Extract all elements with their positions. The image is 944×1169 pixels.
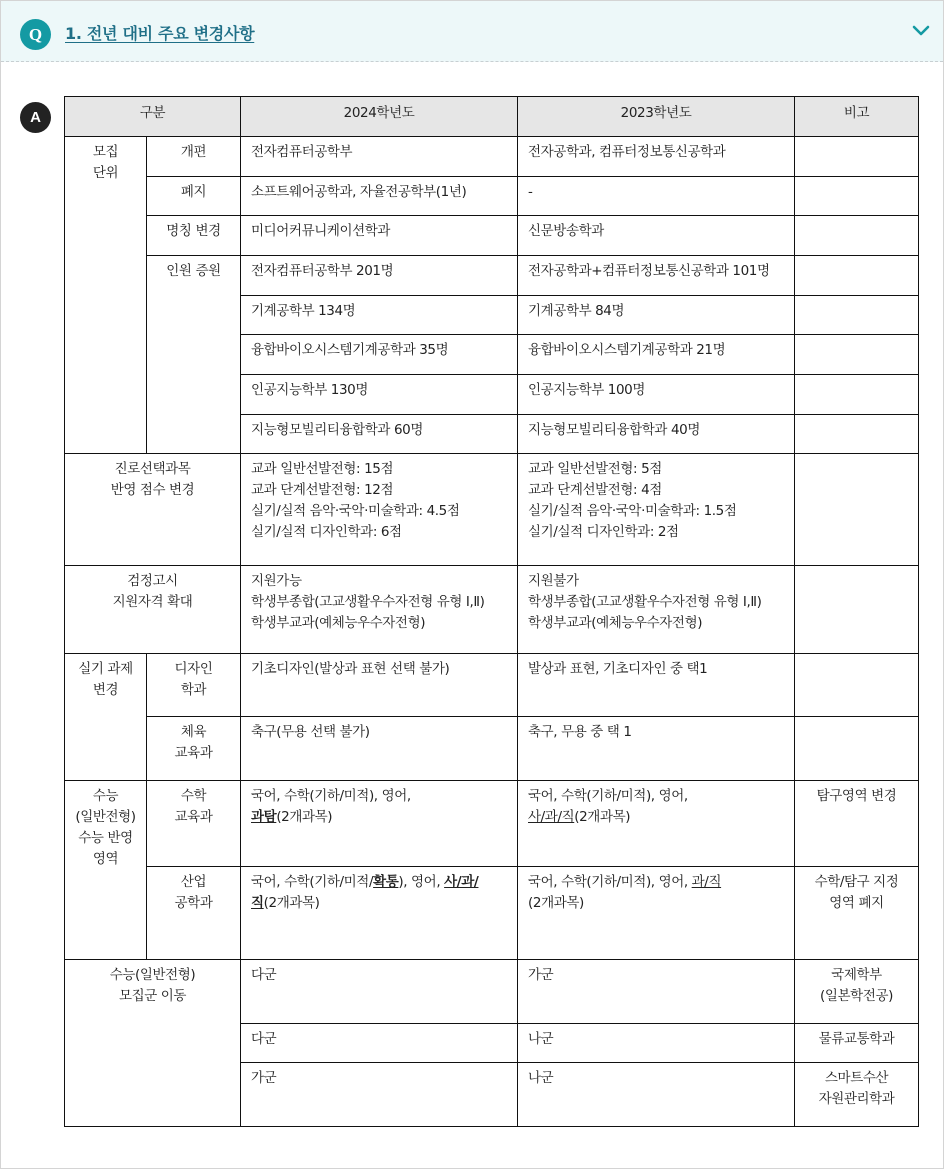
- group-label-career-subject: 진로선택과목 반영 점수 변경: [65, 454, 241, 566]
- header-2024: 2024학년도: [241, 97, 518, 137]
- question-badge: Q: [20, 19, 51, 50]
- cell-note: [795, 566, 919, 654]
- table-row: [65, 717, 919, 781]
- cell-note: 탐구영역 변경: [795, 781, 919, 867]
- cell-note: [795, 296, 919, 335]
- cell-2024: 다군: [241, 1024, 518, 1063]
- sub-label: 인원 증원: [147, 256, 241, 454]
- cell-2024: 지원가능 학생부종합(고교생활우수자전형 유형 Ⅰ,Ⅱ) 학생부교과(예체능우수자전형): [241, 566, 518, 654]
- cell-note: [795, 375, 919, 415]
- cell-2023: 국어, 수학(기하/미적), 영어, 과/직 (2개과목): [518, 867, 795, 960]
- cell-2024: 교과 일반선발전형: 15점 교과 단계선발전형: 12점 실기/실적 음악·국악·미술학과: 4.5점 실기/실적 디자인학과: 6점: [241, 454, 518, 566]
- header-note: 비고: [795, 97, 919, 137]
- answer-badge: A: [20, 102, 51, 133]
- table-row: [65, 867, 919, 960]
- cell-2023: 신문방송학과: [518, 216, 795, 256]
- group-label-csat-area: 수능 (일반전형) 수능 반영 영역: [65, 781, 147, 960]
- table-row: [65, 960, 919, 1024]
- cell-2023: 인공지능학부 100명: [518, 375, 795, 415]
- group-label-practical: 실기 과제 변경: [65, 654, 147, 781]
- table-row: [65, 566, 919, 654]
- sub-label: 개편: [147, 137, 241, 177]
- cell-2024: 국어, 수학(기하/미적/확통), 영어, 사/과/ 직(2개과목): [241, 867, 518, 960]
- cell-2024: 다군: [241, 960, 518, 1024]
- cell-2024: 국어, 수학(기하/미적), 영어, 과탐(2개과목): [241, 781, 518, 867]
- cell-2024: 전자컴퓨터공학부: [241, 137, 518, 177]
- cell-note: [795, 454, 919, 566]
- cell-2023: 교과 일반선발전형: 5점 교과 단계선발전형: 4점 실기/실적 음악·국악·미술학과: 1.5점 실기/실적 디자인학과: 2점: [518, 454, 795, 566]
- emphasis-text: 사/과/: [444, 874, 479, 890]
- cell-note: [795, 137, 919, 177]
- cell-2024: 인공지능학부 130명: [241, 375, 518, 415]
- cell-2023: 나군: [518, 1024, 795, 1063]
- cell-2023: 지원불가 학생부종합(고교생활우수자전형 유형 Ⅰ,Ⅱ) 학생부교과(예체능우수자전형): [518, 566, 795, 654]
- cell-note: [795, 256, 919, 296]
- cell-note: [795, 717, 919, 781]
- cell-2024: 지능형모빌리티융합학과 60명: [241, 415, 518, 454]
- cell-note: [795, 654, 919, 717]
- cell-2023: 전자공학과, 컴퓨터정보통신공학과: [518, 137, 795, 177]
- table-row: [65, 654, 919, 717]
- cell-note: 물류교통학과: [795, 1024, 919, 1063]
- sub-label: 체육 교육과: [147, 717, 241, 781]
- table-row: [65, 781, 919, 867]
- sub-label: 명칭 변경: [147, 216, 241, 256]
- cell-2023: 가군: [518, 960, 795, 1024]
- header-2023: 2023학년도: [518, 97, 795, 137]
- emphasis-text: 과/직: [691, 874, 722, 890]
- sub-label: 폐지: [147, 177, 241, 216]
- emphasis-text: 과탐: [251, 809, 277, 825]
- cell-2024: 미디어커뮤니케이션학과: [241, 216, 518, 256]
- question-header[interactable]: [1, 1, 943, 62]
- cell-2023: 지능형모빌리티융합학과 40명: [518, 415, 795, 454]
- group-label-ged: 검정고시 지원자격 확대: [65, 566, 241, 654]
- sub-label: 수학 교육과: [147, 781, 241, 867]
- cell-2023: 융합바이오시스템기계공학과 21명: [518, 335, 795, 375]
- cell-2024: 기계공학부 134명: [241, 296, 518, 335]
- cell-2024: 융합바이오시스템기계공학과 35명: [241, 335, 518, 375]
- cell-2023: 전자공학과+컴퓨터정보통신공학과 101명: [518, 256, 795, 296]
- chevron-down-icon[interactable]: [911, 23, 931, 39]
- cell-2023: 기계공학부 84명: [518, 296, 795, 335]
- cell-note: [795, 335, 919, 375]
- table-row: [65, 177, 919, 216]
- cell-2023: 축구, 무용 중 택 1: [518, 717, 795, 781]
- cell-note: 수학/탐구 지정 영역 폐지: [795, 867, 919, 960]
- cell-2024: 기초디자인(발상과 표현 선택 불가): [241, 654, 518, 717]
- table-row: [65, 454, 919, 566]
- sub-label: 산업 공학과: [147, 867, 241, 960]
- group-label-recruit-unit: 모집 단위: [65, 137, 147, 454]
- cell-note: [795, 216, 919, 256]
- cell-2024: 전자컴퓨터공학부 201명: [241, 256, 518, 296]
- cell-2023: -: [518, 177, 795, 216]
- emphasis-text: 직: [251, 895, 264, 911]
- cell-2024: 소프트웨어공학과, 자율전공학부(1년): [241, 177, 518, 216]
- sub-label: 디자인 학과: [147, 654, 241, 717]
- emphasis-text: 확통: [373, 874, 399, 890]
- changes-table: [64, 96, 919, 1127]
- emphasis-text: 사/과/직: [528, 809, 575, 825]
- cell-2024: 가군: [241, 1063, 518, 1127]
- table-header-row: [65, 97, 919, 137]
- cell-2023: 국어, 수학(기하/미적), 영어, 사/과/직(2개과목): [518, 781, 795, 867]
- table-row: [65, 137, 919, 177]
- cell-note: 스마트수산 자원관리학과: [795, 1063, 919, 1127]
- table-row: [65, 256, 919, 296]
- cell-note: [795, 177, 919, 216]
- group-label-csat-group: 수능(일반전형) 모집군 이동: [65, 960, 241, 1127]
- question-title-link[interactable]: 1. 전년 대비 주요 변경사항: [65, 24, 255, 43]
- cell-2024: 축구(무용 선택 불가): [241, 717, 518, 781]
- cell-note: [795, 415, 919, 454]
- cell-note: 국제학부 (일본학전공): [795, 960, 919, 1024]
- header-category: 구분: [65, 97, 241, 137]
- table-row: [65, 216, 919, 256]
- cell-2023: 나군: [518, 1063, 795, 1127]
- cell-2023: 발상과 표현, 기초디자인 중 택1: [518, 654, 795, 717]
